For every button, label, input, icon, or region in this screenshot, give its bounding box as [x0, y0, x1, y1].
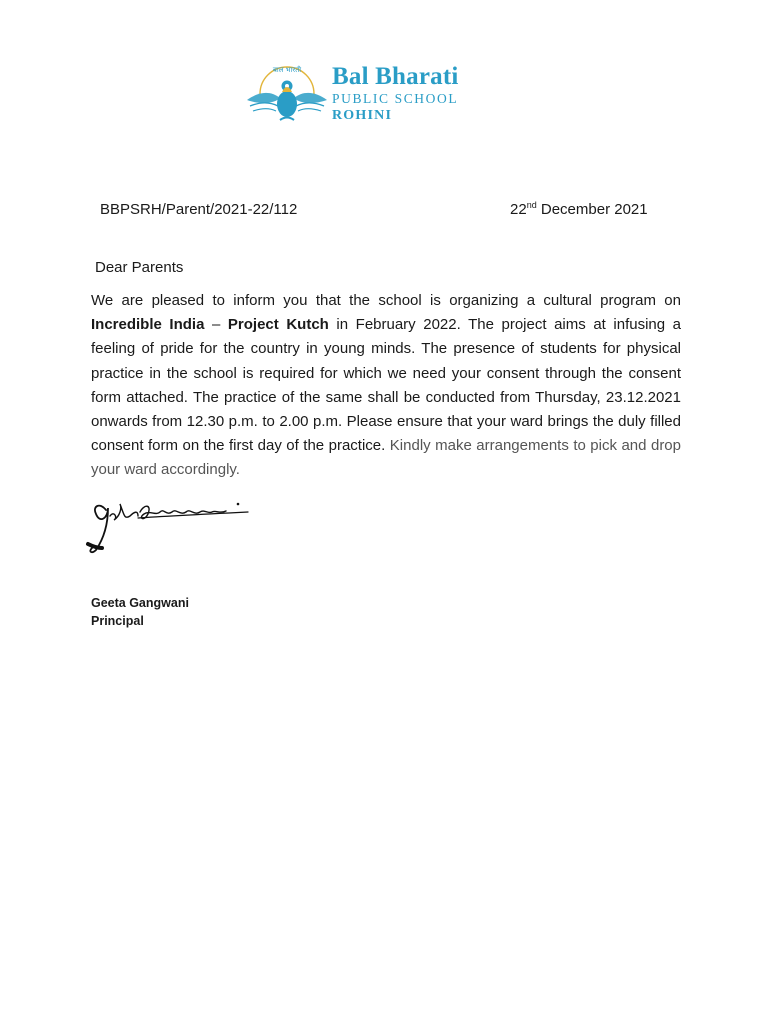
school-name: Bal Bharati: [332, 63, 459, 90]
signatory-title: Principal: [91, 614, 144, 628]
school-logo: [244, 60, 484, 130]
letter-date: [510, 201, 648, 218]
program-name: Incredible India: [91, 316, 205, 334]
letter-body: [91, 289, 681, 483]
signature-icon: [78, 494, 253, 556]
school-emblem-icon: [244, 60, 330, 126]
project-name: Project Kutch: [227, 316, 329, 334]
school-location: ROHINI: [332, 108, 393, 123]
reference-number: BBPSRH/Parent/2021-22/112: [100, 201, 298, 218]
salutation: Dear Parents: [95, 259, 184, 276]
body-intro: We are pleased to inform you that the school is organizing a cultural program on: [91, 292, 681, 309]
signatory-name: Geeta Gangwani: [91, 596, 189, 610]
signatory-block: [91, 594, 189, 630]
body-closing: Kindly make arrangements to pick and drop your ward accordingly.: [91, 437, 681, 479]
date-month-year: December 2021: [536, 201, 648, 218]
date-suffix: nd: [526, 200, 537, 210]
emblem-arc-text: बाल भारती: [272, 66, 302, 74]
school-subtitle: PUBLIC SCHOOL: [332, 91, 459, 106]
date-day: 22: [510, 201, 527, 218]
body-dash: –: [204, 316, 228, 334]
body-details: in February 2022. The project aims at infusing a feeling of pride for the country in young minds. The presence of students for physical practice in the school is required for which we need your consent through the consent form attached. The practice of the same shall be conducted from Thursday, 23.12.2021 onwards from 12.30 p.m. to 2.00 p.m. Please ensure that your ward brings the duly filled consent form on the first day of the practice.: [91, 316, 682, 455]
